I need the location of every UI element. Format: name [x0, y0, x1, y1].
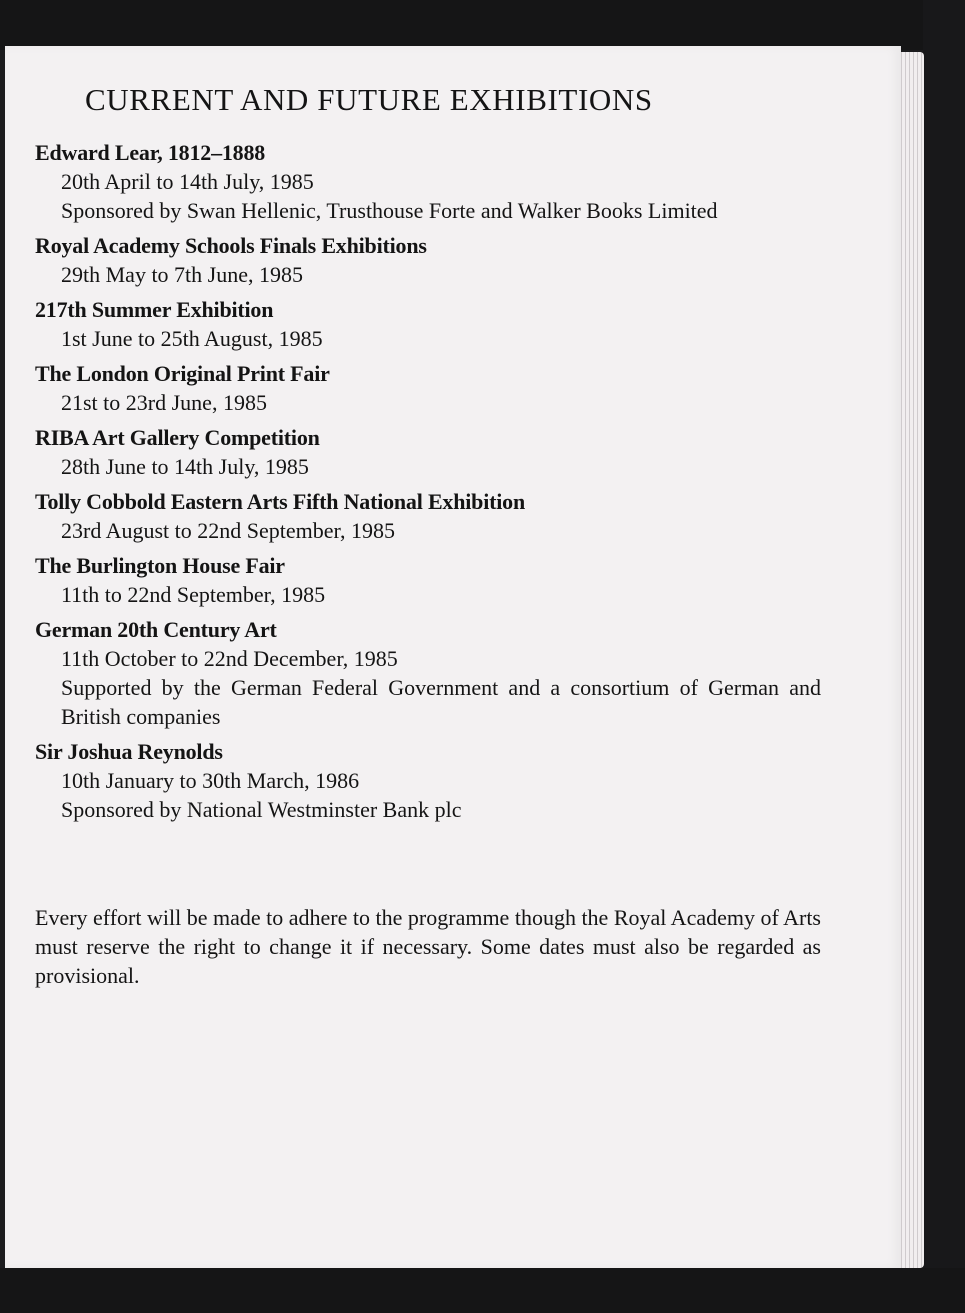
- exhibition-dates: 11th to 22nd September, 1985: [61, 582, 326, 607]
- exhibition-entry: [35, 231, 821, 289]
- exhibition-entry: [35, 359, 821, 417]
- exhibition-dates: 21st to 23rd June, 1985: [61, 390, 267, 415]
- exhibition-name: Royal Academy Schools Finals Exhibitions: [35, 233, 427, 258]
- exhibition-name: 217th Summer Exhibition: [35, 297, 274, 322]
- exhibition-dates: 23rd August to 22nd September, 1985: [61, 518, 395, 543]
- exhibition-entry: [35, 615, 821, 731]
- exhibition-name: Sir Joshua Reynolds: [35, 739, 223, 764]
- exhibition-sponsor: Supported by the German Federal Government and a consortium of German and British companies: [61, 675, 821, 729]
- programme-note: Every effort will be made to adhere to the programme though the Royal Academy of Arts must reserve the right to change it if necessary. Some dates must also be regarded as provisional.: [35, 905, 821, 988]
- page-title: CURRENT AND FUTURE EXHIBITIONS: [85, 82, 653, 117]
- exhibition-name: German 20th Century Art: [35, 617, 277, 642]
- exhibition-dates: 20th April to 14th July, 1985: [61, 169, 314, 194]
- exhibition-entry: [35, 295, 821, 353]
- exhibition-dates: 1st June to 25th August, 1985: [61, 326, 323, 351]
- backdrop-top: [0, 0, 965, 50]
- exhibition-dates: 10th January to 30th March, 1986: [61, 768, 360, 793]
- exhibition-entry: [35, 138, 821, 225]
- exhibition-entry: [35, 487, 821, 545]
- exhibition-name: RIBA Art Gallery Competition: [35, 425, 320, 450]
- exhibition-dates: 28th June to 14th July, 1985: [61, 454, 309, 479]
- exhibition-dates: 29th May to 7th June, 1985: [61, 262, 303, 287]
- backdrop-bottom: [0, 1268, 965, 1313]
- backdrop-right: [923, 0, 965, 1313]
- exhibition-sponsor: Sponsored by National Westminster Bank plc: [61, 797, 462, 822]
- document-page: [5, 46, 901, 1268]
- exhibition-list: [35, 138, 821, 830]
- exhibition-entry: [35, 423, 821, 481]
- exhibition-entry: [35, 551, 821, 609]
- exhibition-name: Edward Lear, 1812–1888: [35, 140, 266, 165]
- exhibition-dates: 11th October to 22nd December, 1985: [61, 646, 398, 671]
- exhibition-sponsor: Sponsored by Swan Hellenic, Trusthouse Forte and Walker Books Limited: [61, 198, 718, 223]
- exhibition-name: The Burlington House Fair: [35, 553, 285, 578]
- exhibition-name: Tolly Cobbold Eastern Arts Fifth National Exhibition: [35, 489, 525, 514]
- exhibition-name: The London Original Print Fair: [35, 361, 330, 386]
- exhibition-entry: [35, 737, 821, 824]
